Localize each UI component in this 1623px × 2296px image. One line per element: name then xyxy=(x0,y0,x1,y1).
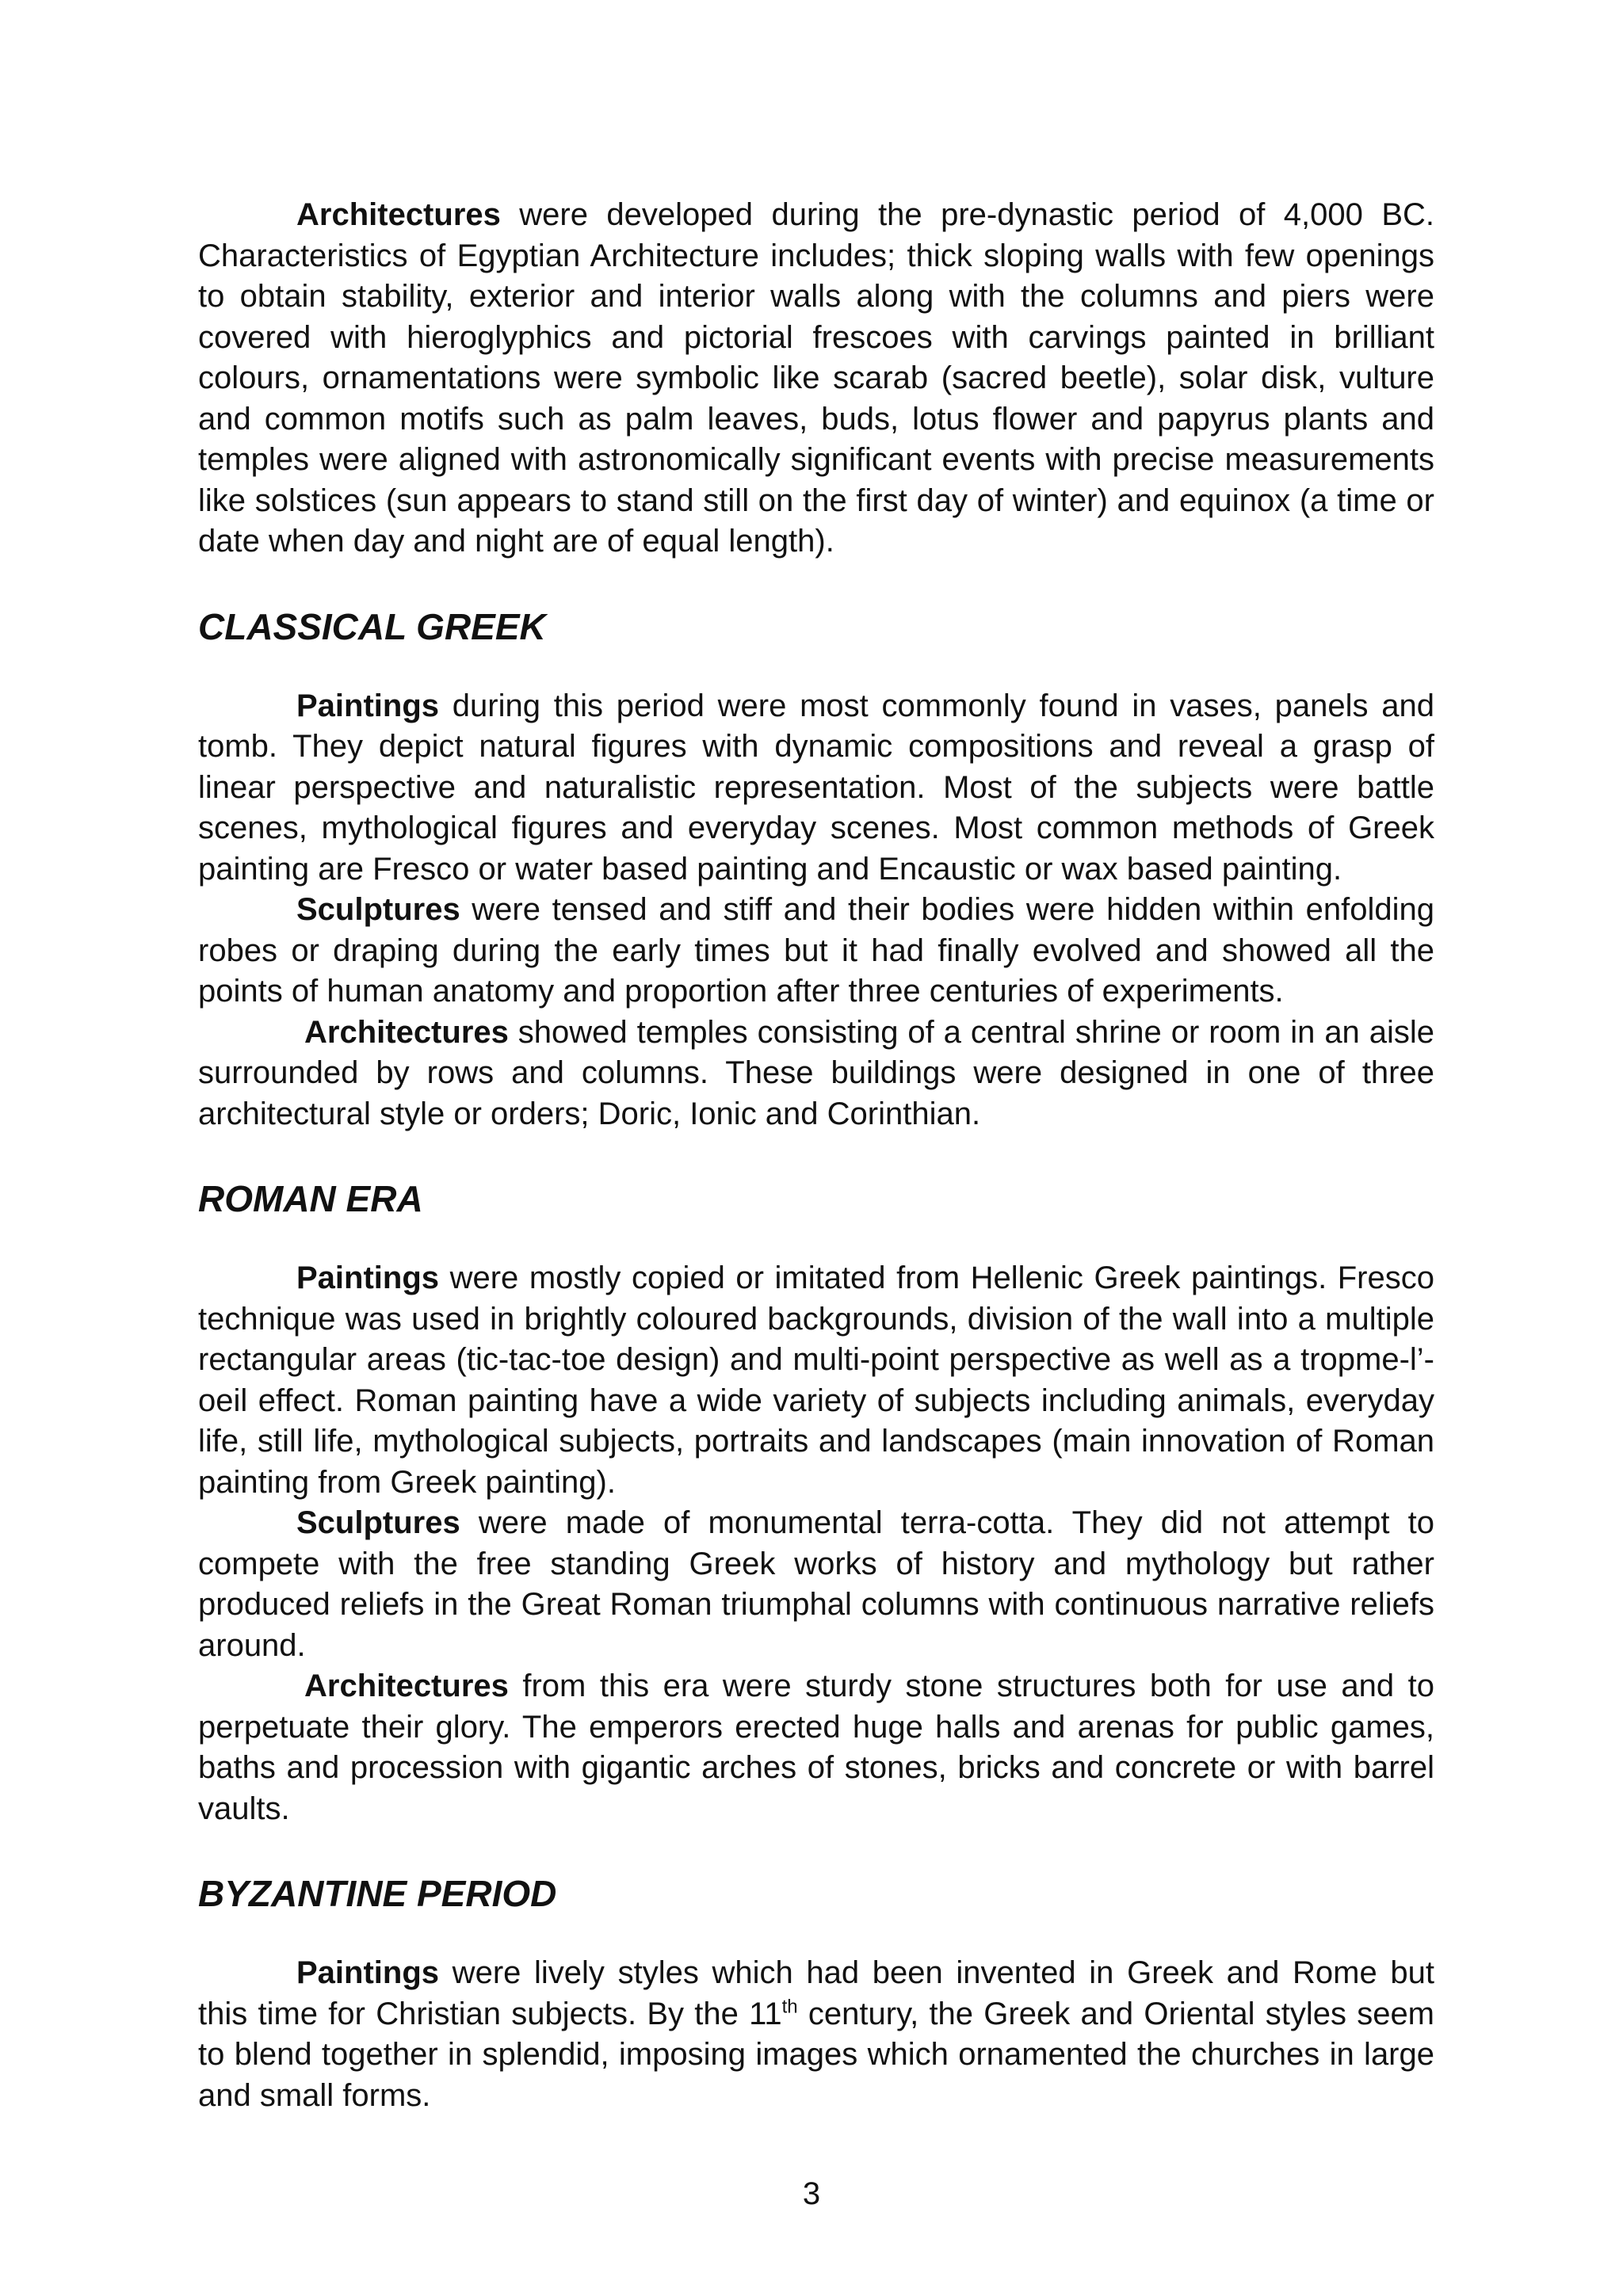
paragraph-lead-term: Architectures xyxy=(304,1669,509,1703)
paragraph-text: were mostly copied or imitated from Hellenic Greek paintings. Fresco technique was used in brightly coloured backgrounds, division of the wall into a multiple rectangular areas (tic-tac-toe design) and multi-point perspective as well as a tropme-l’-oeil effect. Roman painting have a wide variety of subjects including animals, everyday life, still life, mythological subjects, portraits and landscapes (main innovation of Roman painting from Greek painting). xyxy=(198,1261,1434,1500)
heading-roman-era: ROMAN ERA xyxy=(198,1178,423,1219)
page-body xyxy=(198,195,1434,2116)
paragraph-text: were developed during the pre-dynastic period of 4,000 BC. Characteristics of Egyptian Architecture includes; thick sloping walls with few openings to obtain stability, exterior and interior walls along with the columns and piers were covered with hieroglyphics and pictorial frescoes with carvings painted in brilliant colours, ornamentations were symbolic like scarab (sacred beetle), solar disk, vulture and common motifs such as palm leaves, buds, lotus flower and papyrus plants and temples were aligned with astronomically significant events with precise measurements like solstices (sun appears to stand still on the first day of winter) and equinox (a time or date when day and night are of equal length). xyxy=(198,197,1434,559)
paragraph-text: from this era were sturdy stone structures both for use and to perpetuate their glory. The emperors erected huge halls and arenas for public games, baths and procession with gigantic arches of stones, bricks and concrete or with barrel vaults. xyxy=(198,1669,1434,1826)
heading-byzantine-period: BYZANTINE PERIOD xyxy=(198,1873,557,1914)
paragraph-lead-term: Architectures xyxy=(304,1014,509,1050)
paragraph-text-continued: century, the Greek and Oriental styles seem to blend together in splendid, imposing images which ornamented the churches in large and small forms. xyxy=(198,1996,1435,2113)
paragraph-roman-architectures xyxy=(198,1666,1434,1829)
paragraph-greek-architectures xyxy=(198,1013,1434,1135)
paragraph-lead-term: Paintings xyxy=(296,1955,440,1990)
paragraph-lead-term: Sculptures xyxy=(296,892,460,927)
paragraph-lead-term: Paintings xyxy=(296,1261,440,1295)
paragraph-text: were made of monumental terra-cotta. They did not attempt to compete with the free standing Greek works of history and mythology but rather produced reliefs in the Great Roman triumphal columns with continuous narrative reliefs around. xyxy=(198,1505,1434,1663)
paragraph-egyptian-architecture xyxy=(198,195,1434,563)
paragraph-roman-paintings xyxy=(198,1258,1434,1503)
paragraph-text: during this period were most commonly found in vases, panels and tomb. They depict natural figures with dynamic compositions and reveal a grasp of linear perspective and naturalistic representation. Most of the subjects were battle scenes, mythological figures and everyday scenes. Most common methods of Greek painting are Fresco or water based painting and Encaustic or wax based painting. xyxy=(198,688,1434,887)
paragraph-text: showed temples consisting of a central shrine or room in an aisle surrounded by rows and columns. These buildings were designed in one of three architectural style or orders; Doric, Ionic and Corinthian. xyxy=(198,1014,1434,1131)
paragraph-greek-sculptures xyxy=(198,890,1434,1013)
paragraph-greek-paintings xyxy=(198,686,1434,891)
paragraph-lead-term: Sculptures xyxy=(296,1505,460,1540)
paragraph-text: were tensed and stiff and their bodies were hidden within enfolding robes or draping during the early times but it had finally evolved and showed all the points of human anatomy and proportion after three centuries of experiments. xyxy=(198,892,1434,1009)
paragraph-byzantine-paintings xyxy=(198,1953,1434,2116)
page-number: 3 xyxy=(802,2176,821,2211)
superscript-ordinal: th xyxy=(781,1996,798,2018)
paragraph-roman-sculptures xyxy=(198,1503,1434,1666)
paragraph-text: were lively styles which had been invented in Greek and Rome but this time for Christian subjects. By the 11 xyxy=(198,1955,1434,2031)
paragraph-lead-term: Architectures xyxy=(296,197,501,232)
paragraph-lead-term: Paintings xyxy=(296,688,440,723)
heading-classical-greek: CLASSICAL GREEK xyxy=(198,605,546,647)
